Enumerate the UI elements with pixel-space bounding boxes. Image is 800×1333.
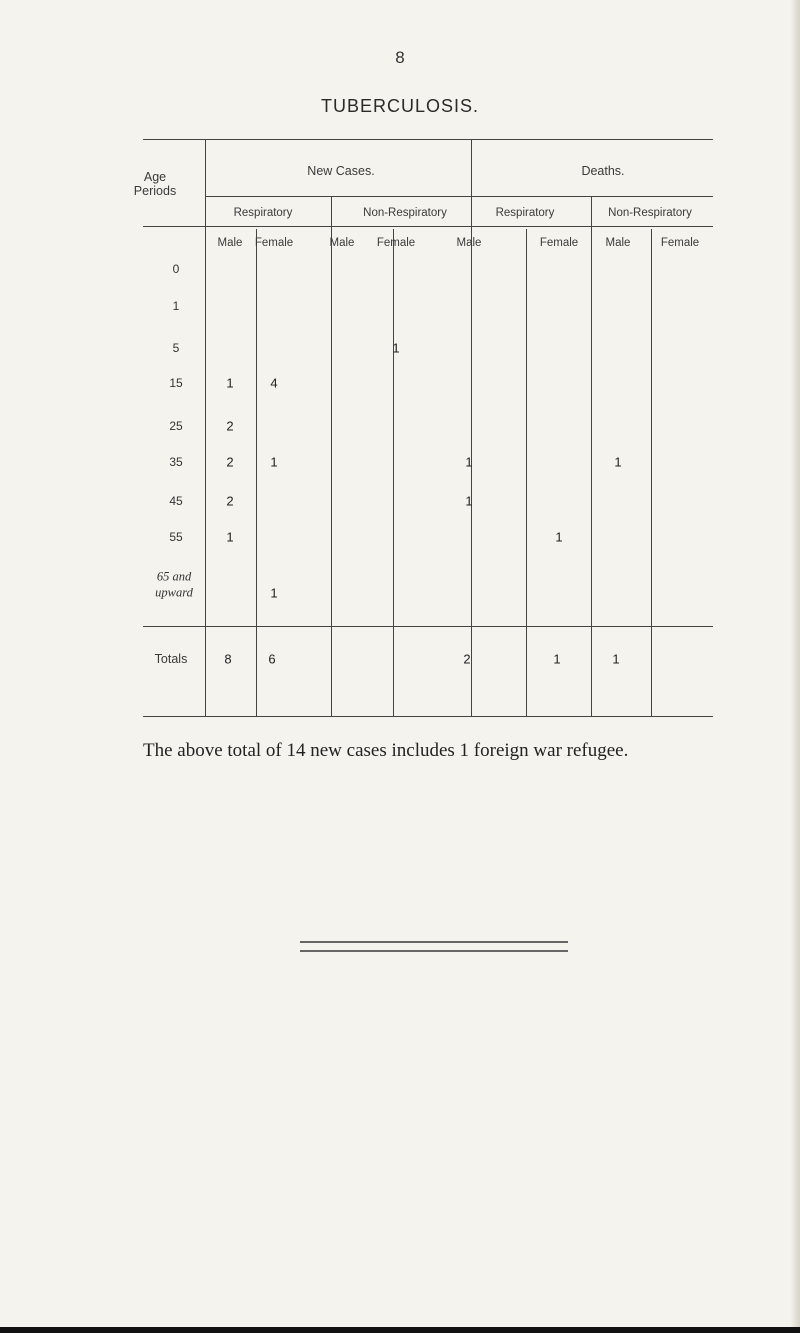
new-cases-header: New Cases. xyxy=(307,164,375,178)
table-cell: 1 xyxy=(614,454,622,470)
totals-cell: 2 xyxy=(463,651,471,667)
age-period-0: 0 xyxy=(172,262,180,276)
rule-top xyxy=(143,139,713,140)
rule-totals xyxy=(143,626,713,627)
age-period-15: 15 xyxy=(169,376,183,390)
rule-deaths-resp-sex xyxy=(526,229,527,717)
sex-header-male-2: Male xyxy=(329,237,355,249)
age-header-line2: Periods xyxy=(133,184,177,198)
sub-header-deaths-respiratory: Respiratory xyxy=(495,207,555,219)
age-period-25: 25 xyxy=(169,419,183,433)
rule-new-resp-split xyxy=(331,196,332,717)
table-cell: 1 xyxy=(226,529,234,545)
sex-header-male-0: Male xyxy=(217,237,243,249)
age-period-45: 45 xyxy=(169,494,183,508)
rule-new-resp-sex xyxy=(256,229,257,717)
totals-cell: 1 xyxy=(553,651,561,667)
table-cell: 4 xyxy=(270,375,278,391)
totals-label: Totals xyxy=(154,652,188,666)
table-cell: 1 xyxy=(555,529,563,545)
table-cell: 2 xyxy=(226,454,234,470)
age-period-55: 55 xyxy=(169,530,183,544)
rule-deaths-resp-split xyxy=(591,196,592,717)
table-cell: 2 xyxy=(226,493,234,509)
age-period-8-line2: upward xyxy=(155,585,193,600)
page-edge-shadow xyxy=(790,0,800,1333)
rule-sex-header xyxy=(143,226,713,227)
age-period-5: 5 xyxy=(172,341,180,355)
deaths-header: Deaths. xyxy=(581,164,625,178)
sex-header-male-6: Male xyxy=(605,237,631,249)
table-cell: 1 xyxy=(226,375,234,391)
sub-header-deaths-non-respiratory: Non-Respiratory xyxy=(608,207,692,219)
age-period-1: 1 xyxy=(172,299,180,313)
table-cell: 1 xyxy=(392,340,400,356)
table-cell: 1 xyxy=(270,585,278,601)
rule-bottom xyxy=(143,716,713,717)
age-period-8-line1: 65 and xyxy=(156,569,192,584)
age-header-line1: Age xyxy=(143,170,167,184)
sex-header-male-4: Male xyxy=(456,237,482,249)
bottom-bar xyxy=(0,1327,800,1333)
tuberculosis-table xyxy=(133,139,713,717)
table-cell: 2 xyxy=(226,418,234,434)
rule-deaths-nonresp-sex xyxy=(651,229,652,717)
rule-new-nonresp-sex xyxy=(393,229,394,717)
table-cell: 1 xyxy=(465,454,473,470)
double-rule xyxy=(300,941,568,952)
sex-header-female-1: Female xyxy=(254,237,294,249)
totals-cell: 8 xyxy=(224,651,232,667)
sub-header-new-non-respiratory: Non-Respiratory xyxy=(363,207,447,219)
sub-header-new-respiratory: Respiratory xyxy=(233,207,293,219)
page-title: TUBERCULOSIS. xyxy=(320,96,480,116)
age-period-35: 35 xyxy=(169,455,183,469)
totals-cell: 1 xyxy=(612,651,620,667)
sex-header-female-3: Female xyxy=(376,237,416,249)
rule-age-column xyxy=(205,139,206,717)
totals-cell: 6 xyxy=(268,651,276,667)
table-cell: 1 xyxy=(270,454,278,470)
sex-header-female-5: Female xyxy=(539,237,579,249)
footnote: The above total of 14 new cases includes 1 foreign war refugee. xyxy=(143,740,629,761)
page-number: 8 xyxy=(395,48,405,67)
rule-subheader xyxy=(205,196,713,197)
rule-new-deaths-split xyxy=(471,139,472,717)
table-cell: 1 xyxy=(465,493,473,509)
sex-header-female-7: Female xyxy=(660,237,700,249)
